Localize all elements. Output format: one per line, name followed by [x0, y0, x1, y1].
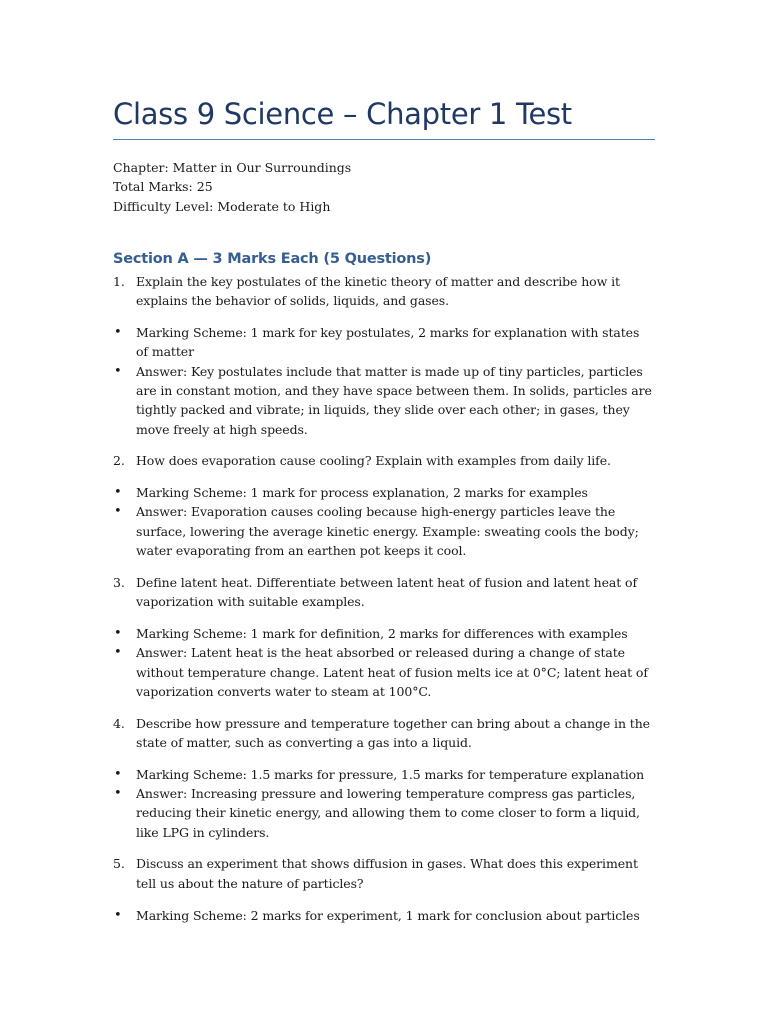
- bullet-icon: •: [114, 485, 122, 501]
- question-2-details: [113, 483, 655, 560]
- title-underline: [113, 139, 655, 140]
- question-number: 4.: [113, 715, 125, 731]
- bullet-icon: •: [114, 907, 122, 923]
- bullet-text: Marking Scheme: 1 mark for process explanation, 2 marks for examples: [136, 485, 588, 501]
- bullet-icon: •: [114, 786, 122, 802]
- total-marks-line: Total Marks: 25: [113, 179, 213, 195]
- difficulty-line: Difficulty Level: Moderate to High: [113, 198, 331, 214]
- question-5: [113, 854, 655, 893]
- bullet-text: Answer: Latent heat is the heat absorbed or released during a change of state without temperature change. Latent heat of fusion melts ice at 0°C; latent heat of vaporization converts water to steam at 100°C.: [136, 645, 648, 699]
- chapter-line: Chapter: Matter in Our Surroundings: [113, 160, 352, 175]
- bullet-icon: •: [114, 766, 122, 782]
- test-details: [113, 158, 655, 216]
- question-1: [113, 272, 655, 311]
- bullet-icon: •: [114, 325, 122, 341]
- bullet-text: Answer: Key postulates include that matter is made up of tiny particles, particles are in constant motion, and they have space between them. In solids, particles are tightly packed and vibrate; in liquids, they slide over each other; in gases, they move freely at high speeds.: [136, 363, 652, 437]
- bullet-text: Answer: Increasing pressure and lowering temperature compress gas particles, reducing their kinetic energy, and allowing them to come closer to form a liquid, like LPG in cylinders.: [136, 786, 640, 840]
- bullet-text: Marking Scheme: 1.5 marks for pressure, 1.5 marks for temperature explanation: [136, 766, 645, 782]
- question-3-details: [113, 624, 655, 701]
- marking-scheme: [113, 483, 655, 502]
- marking-scheme: [113, 624, 655, 643]
- question-text: Describe how pressure and temperature together can bring about a change in the state of matter, such as converting a gas into a liquid.: [136, 715, 650, 750]
- question-4: [113, 714, 655, 753]
- bullet-icon: •: [114, 504, 122, 520]
- answer: [113, 502, 655, 560]
- question-text: How does evaporation cause cooling? Explain with examples from daily life.: [136, 453, 611, 469]
- question-text: Define latent heat. Differentiate between latent heat of fusion and latent heat of vaporization with suitable examples.: [136, 574, 637, 610]
- marking-scheme: [113, 323, 655, 362]
- question-number: 1.: [113, 274, 125, 289]
- bullet-icon: •: [114, 363, 122, 379]
- bullet-text: Answer: Evaporation causes cooling because high-energy particles leave the surface, lowering the average kinetic energy. Example: sweating cools the body; water evaporating from an earthen pot keeps it cool.: [136, 504, 639, 559]
- bullet-text: Marking Scheme: 1 mark for key postulates, 2 marks for explanation with states of matter: [136, 325, 640, 360]
- question-2: [113, 451, 655, 470]
- bullet-icon: •: [114, 645, 122, 661]
- question-text: Explain the key postulates of the kinetic theory of matter and describe how it explains the behavior of solids, liquids, and gases.: [136, 274, 620, 309]
- question-4-details: [113, 765, 655, 842]
- question-number: 2.: [113, 453, 125, 469]
- question-1-details: [113, 323, 655, 439]
- question-3: [113, 573, 655, 612]
- question-list: [113, 272, 655, 937]
- answer: [113, 362, 655, 439]
- bullet-text: Marking Scheme: 1 mark for definition, 2 marks for differences with examples: [136, 625, 628, 641]
- section-a-heading: Section A — 3 Marks Each (5 Questions): [113, 251, 432, 267]
- answer: [113, 784, 655, 842]
- document-title: Class 9 Science – Chapter 1 Test: [113, 97, 572, 131]
- question-number: 3.: [113, 574, 125, 590]
- question-number: 5.: [113, 856, 125, 872]
- bullet-icon: •: [114, 625, 122, 641]
- marking-scheme: [113, 765, 655, 784]
- bullet-text: Marking Scheme: 2 marks for experiment, 1 mark for conclusion about particles: [136, 907, 640, 923]
- answer: [113, 643, 655, 701]
- question-5-details: [113, 906, 655, 925]
- question-text: Discuss an experiment that shows diffusion in gases. What does this experiment tell us about the nature of particles?: [136, 856, 638, 891]
- marking-scheme: [113, 906, 655, 925]
